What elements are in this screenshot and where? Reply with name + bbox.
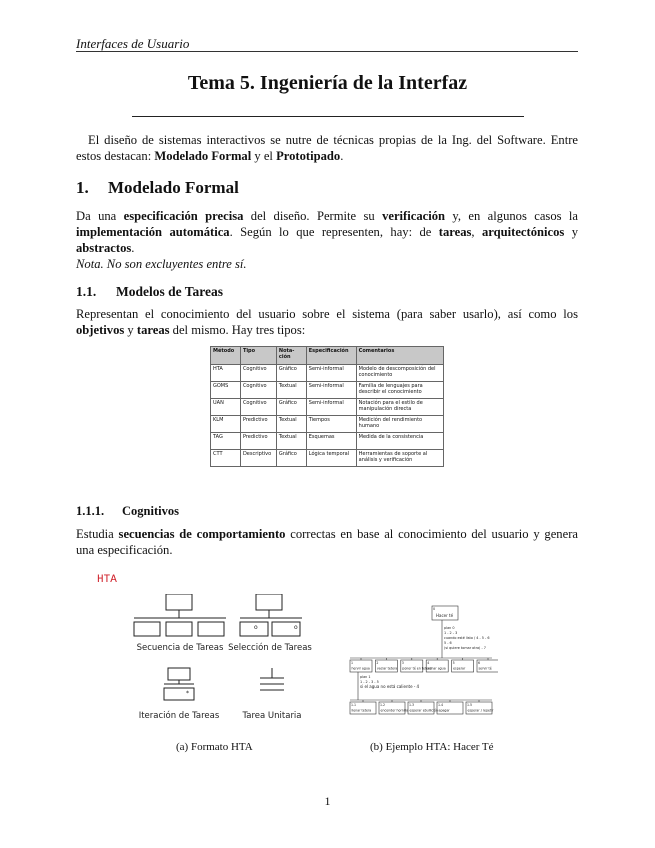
section11-paragraph: [76, 306, 578, 338]
task-label: poner té en tetera: [402, 666, 432, 671]
bold-text: objetivos: [76, 323, 125, 337]
bold-text: tareas: [438, 225, 472, 239]
table-cell: Cognitivo: [240, 399, 276, 416]
task-label: servir té: [478, 666, 492, 671]
bold-text: verificación: [382, 209, 446, 223]
section-number: 1.1.1.: [76, 504, 105, 518]
selection-mark: o: [294, 624, 298, 631]
table-row: [211, 433, 444, 450]
text: y: [124, 323, 137, 337]
text: y el: [251, 149, 277, 163]
plan-line: (si quiere tomar otra) - 7: [444, 646, 486, 650]
table-cell: GOMS: [211, 382, 241, 399]
table-row: [211, 365, 444, 382]
table-cell: Textual: [276, 433, 306, 450]
format-label: Iteración de Tareas: [138, 711, 220, 721]
task-number: 5: [452, 661, 455, 665]
text: correctas en base al conocimiento del usuario y genera una especificación.: [76, 527, 578, 557]
table-cell: HTA: [211, 365, 241, 382]
root-num: 0: [433, 607, 436, 611]
bold-text: Prototipado: [276, 149, 341, 163]
sequence-child-box: [166, 622, 192, 636]
table-header-row: [211, 347, 444, 365]
task-label: esperar / repetir: [467, 708, 494, 713]
table-cell: KLM: [211, 416, 241, 433]
task-number: 1.2: [380, 703, 386, 707]
note: Nota. No son excluyentes entre sí.: [76, 257, 247, 271]
hta-code-label: HTA: [97, 574, 117, 586]
table-cell: Gráfico: [276, 365, 306, 382]
plan-line: cuando esté listo / 4 - 5 - 6: [444, 636, 490, 640]
iteration-parent-box: [168, 668, 190, 680]
table-cell: Semi-informal: [306, 365, 356, 382]
format-label: Tarea Unitaria: [242, 711, 302, 721]
subsection-heading: [76, 284, 223, 300]
hta-example-diagram: [346, 602, 498, 718]
table-cell: Cognitivo: [240, 365, 276, 382]
page-title: Tema 5. Ingeniería de la Interfaz: [187, 72, 468, 94]
text: El diseño de sistemas interactivos se nutre de técnicas propias de la Ing. del Software. Entre estos destacan:: [76, 133, 578, 163]
format-label: Selección de Tareas: [228, 643, 312, 653]
text: .: [340, 149, 344, 163]
running-header: Interfaces de Usuario: [76, 36, 190, 51]
task-number: 1: [351, 661, 354, 665]
selection-parent-box: [256, 594, 282, 610]
text: y, en algunos casos la: [445, 209, 578, 223]
table-cell: Tiempos: [306, 416, 356, 433]
bold-text: especificación precisa: [123, 209, 244, 223]
sequence-child-box: [198, 622, 224, 636]
plan-line: 1 - 2 - 3 - 5: [360, 680, 379, 684]
section-heading: [76, 178, 239, 198]
section111-paragraph: [76, 526, 578, 558]
plan-line: plan 1: [360, 675, 371, 679]
root-task-label: Hacer té: [436, 613, 454, 618]
table-cell: Gráfico: [276, 399, 306, 416]
table-cell: Medida de la consistencia: [356, 433, 443, 450]
table-cell: Familia de lenguajes para describir el conocimiento: [356, 382, 443, 399]
bold-text: Modelado Formal: [154, 149, 252, 163]
bold-text: abstractos: [76, 241, 132, 255]
task-number: 6: [478, 661, 481, 665]
table-cell: Descriptivo: [240, 450, 276, 467]
task-label: esperar ebullición: [409, 708, 438, 713]
table-cell: Herramientas de soporte al análisis y verificación: [356, 450, 443, 467]
bold-text: arquitectónicos: [481, 225, 565, 239]
table-cell: Semi-informal: [306, 399, 356, 416]
task-label: encender hornilla: [380, 708, 409, 713]
table-cell: Textual: [276, 416, 306, 433]
task-label: hervir agua: [351, 666, 370, 671]
plan-line: 5 - 6: [444, 641, 452, 645]
task-number: 1.3: [409, 703, 415, 707]
task-label: apagar: [438, 708, 450, 713]
table-row: [211, 399, 444, 416]
task-label: vaciar tetera: [376, 666, 398, 671]
table-cell: TAG: [211, 433, 241, 450]
table-cell: Notación para el estilo de manipulación directa: [356, 399, 443, 416]
table-cell: Lógica temporal: [306, 450, 356, 467]
task-number: 1.1: [351, 703, 357, 707]
table-cell: Predictivo: [240, 433, 276, 450]
title-rule: [132, 116, 524, 117]
text: ,: [471, 225, 482, 239]
text: y: [564, 225, 579, 239]
column-header: Tipo: [240, 347, 276, 365]
selection-mark: o: [254, 624, 258, 631]
text: . Según lo que representen, hay: de: [229, 225, 439, 239]
hta-format-diagram: [128, 594, 328, 724]
task-number: 3: [401, 661, 404, 665]
task-number: 1.5: [467, 703, 473, 707]
caption-a: (a) Formato HTA: [176, 741, 253, 753]
text: Representan el conocimiento del usuario sobre el sistema (para saber usarlo), así como los: [76, 307, 578, 321]
text: Da una: [76, 209, 124, 223]
table-cell: CTT: [211, 450, 241, 467]
sequence-child-box: [134, 622, 160, 636]
table-row: [211, 416, 444, 433]
table-cell: Predictivo: [240, 416, 276, 433]
iteration-child-box: [164, 688, 194, 700]
plan-line: si el agua no está caliente - 4: [360, 684, 420, 689]
page-number: 1: [324, 794, 331, 808]
table-row: [211, 450, 444, 467]
plan-line: 1 - 2 - 3: [444, 631, 458, 635]
iteration-mark: *: [186, 690, 189, 697]
subsubsection-heading: [76, 504, 179, 519]
task-label: llenar tetera: [351, 708, 372, 713]
task-number: 2: [376, 661, 379, 665]
bold-text: tareas: [136, 323, 170, 337]
text: del diseño. Permite su: [243, 209, 383, 223]
format-label: Secuencia de Tareas: [136, 643, 224, 653]
table-cell: UAN: [211, 399, 241, 416]
table-cell: Textual: [276, 382, 306, 399]
header-rule: [76, 51, 578, 52]
task-number: 1.4: [438, 703, 444, 707]
text: Estudia: [76, 527, 119, 541]
intro-paragraph: [76, 132, 578, 164]
plan-line: plan 0: [444, 626, 455, 630]
text: del mismo. Hay tres tipos:: [169, 323, 306, 337]
table-cell: Modelo de descomposición del conocimiento: [356, 365, 443, 382]
text: .: [131, 241, 135, 255]
bold-text: implementación automática: [76, 225, 230, 239]
section1-paragraph: [76, 208, 578, 272]
caption-b: (b) Ejemplo HTA: Hacer Té: [370, 741, 494, 753]
task-models-table: [210, 346, 444, 467]
section-title: Modelado Formal: [108, 178, 239, 197]
table-cell: Semi-informal: [306, 382, 356, 399]
table-cell: Cognitivo: [240, 382, 276, 399]
task-number: 4: [427, 661, 430, 665]
column-header: Comentarios: [356, 347, 443, 365]
task-label: esperar: [453, 666, 466, 671]
column-header: Especificación: [306, 347, 356, 365]
table-cell: Medición del rendimiento humano: [356, 416, 443, 433]
table-cell: Esquemas: [306, 433, 356, 450]
column-header: Método: [211, 347, 241, 365]
task-label: echar agua: [427, 666, 446, 671]
table-cell: Gráfico: [276, 450, 306, 467]
bold-text: secuencias de comportamiento: [118, 527, 286, 541]
section-title: Modelos de Tareas: [116, 284, 224, 299]
section-number: 1.: [76, 178, 89, 197]
column-header: Nota-ción: [276, 347, 306, 365]
table-row: [211, 382, 444, 399]
section-title: Cognitivos: [122, 504, 179, 518]
sequence-parent-box: [166, 594, 192, 610]
section-number: 1.1.: [76, 284, 97, 299]
